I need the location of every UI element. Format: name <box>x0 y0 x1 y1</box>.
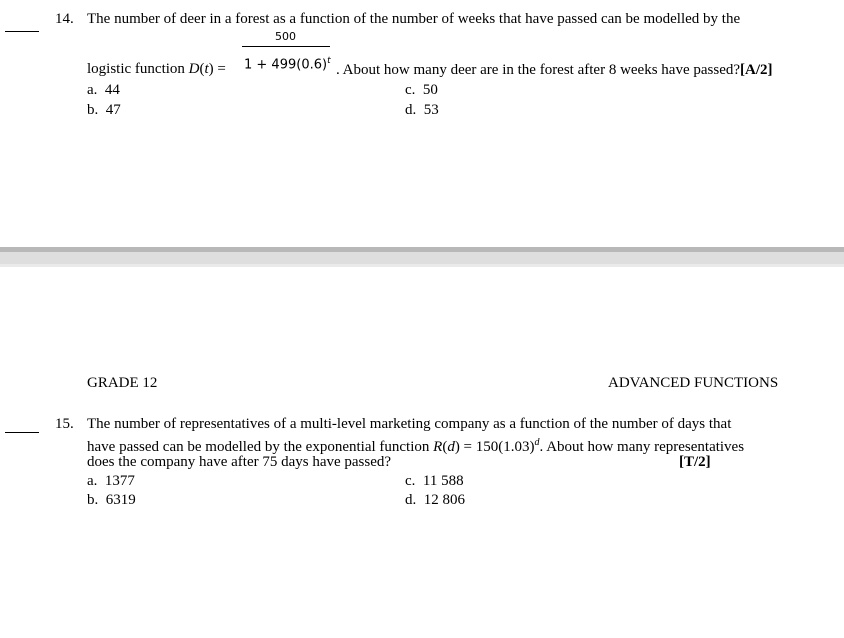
q15-function-name: R <box>433 439 443 455</box>
option-letter: b. <box>87 102 99 118</box>
question-14-tag: [A/2] <box>740 62 773 78</box>
option-value: 47 <box>105 102 121 118</box>
q15-line2-suffix: . About how many representatives <box>539 439 745 455</box>
fraction-bar <box>242 46 330 47</box>
question-14-line2-tail <box>336 60 773 80</box>
option-letter: d. <box>405 492 417 508</box>
option-14-c[interactable] <box>405 80 438 100</box>
option-letter: c. <box>405 473 416 489</box>
option-15-a[interactable] <box>87 471 135 491</box>
question-15-line2: have passed can be modelled by the exponential function $R(d) = 150(1.03)^d$. About how many representatives <box>87 437 745 455</box>
option-letter: a. <box>87 473 98 489</box>
option-15-d[interactable] <box>405 490 465 510</box>
answer-blank-q14[interactable] <box>5 31 39 32</box>
option-letter: b. <box>87 492 99 508</box>
q15-exponent: d <box>534 437 540 448</box>
answer-blank-q15[interactable] <box>5 432 39 433</box>
question-14-line1: The number of deer in a forest as a function of the number of weeks that have passed can be modelled by the <box>87 11 741 27</box>
q15-line2-mid: ) = 150(1.03) <box>454 439 535 455</box>
fraction-denominator <box>244 53 331 73</box>
option-value: 1377 <box>104 473 135 489</box>
header-course: ADVANCED FUNCTIONS <box>608 375 779 391</box>
denominator-exponent: t <box>327 56 331 66</box>
function-name: D <box>188 61 200 77</box>
option-letter: c. <box>405 82 416 98</box>
option-14-b[interactable] <box>87 100 121 120</box>
denominator-text: 1 + 499(0.6) <box>244 57 328 73</box>
option-15-b[interactable] <box>87 490 136 510</box>
option-letter: d. <box>405 102 417 118</box>
option-value: 44 <box>104 82 120 98</box>
function-prefix: logistic function <box>87 61 189 77</box>
q15-line2-prefix: have passed can be modelled by the exponential function <box>87 439 434 455</box>
question-number-15: 15. <box>55 416 74 432</box>
option-letter: a. <box>87 82 98 98</box>
function-variable: t <box>204 61 209 77</box>
q15-function-variable: d <box>447 439 455 455</box>
option-value: 6319 <box>105 492 136 508</box>
question-15-line3: does the company have after 75 days have passed? <box>87 454 392 470</box>
header-grade: GRADE 12 <box>87 375 158 391</box>
option-14-a[interactable] <box>87 80 120 100</box>
page-break-separator <box>0 247 844 267</box>
option-value: 53 <box>423 102 439 118</box>
question-14-tail-text: . About how many deer are in the forest after 8 weeks have passed? <box>336 62 741 78</box>
question-14-line2-function: logistic function D(t) = <box>87 61 226 77</box>
option-value: 12 806 <box>423 492 465 508</box>
option-15-c[interactable] <box>405 471 464 491</box>
option-value: 11 588 <box>422 473 464 489</box>
question-15-tag: [T/2] <box>679 454 711 470</box>
question-15-line1: The number of representatives of a multi-level marketing company as a function of the number of days that <box>87 416 732 432</box>
function-suffix: ) = <box>208 61 226 77</box>
question-number-14: 14. <box>55 11 74 27</box>
option-14-d[interactable] <box>405 100 439 120</box>
fraction-numerator: 500 <box>275 30 296 43</box>
option-value: 50 <box>422 82 438 98</box>
